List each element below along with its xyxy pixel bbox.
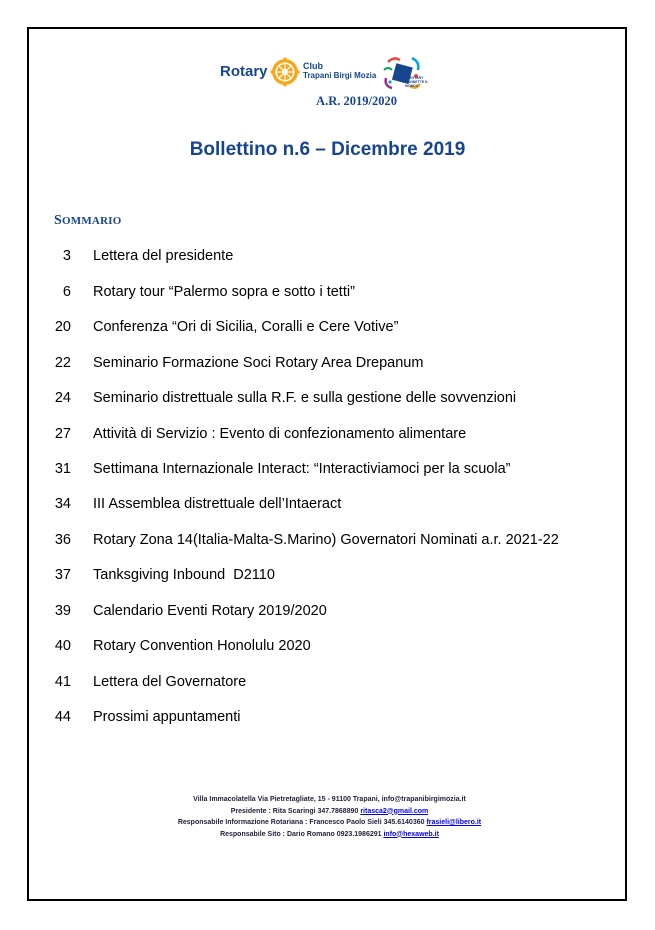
toc-item bbox=[0, 638, 655, 662]
toc-page-number: 34 bbox=[54, 496, 71, 512]
toc-entry-title: Rotary tour “Palermo sopra e sotto i tetti” bbox=[93, 284, 355, 300]
toc-page-number: 37 bbox=[54, 567, 71, 583]
toc-item bbox=[0, 319, 655, 343]
bulletin-title: Bollettino n.6 – Dicembre 2019 bbox=[189, 139, 466, 160]
rotary-connects-world-logo-icon bbox=[382, 52, 426, 96]
connect-caption: IL ROTARY CONNETTE IL MONDO bbox=[405, 76, 429, 88]
info-email-link[interactable]: frasieli@libero.it bbox=[426, 819, 482, 826]
toc-entry-title: Calendario Eventi Rotary 2019/2020 bbox=[93, 603, 327, 619]
toc-entry-title: Seminario Formazione Soci Rotary Area Drepanum bbox=[93, 355, 424, 371]
toc-page-number: 24 bbox=[54, 390, 71, 406]
footer-president: Presidente : Rita Scaringi 347.7868890 ritasca2@gmail.com bbox=[230, 807, 429, 815]
toc-entry-title: Lettera del presidente bbox=[93, 248, 234, 264]
toc-item bbox=[0, 390, 655, 414]
toc-page-number: 41 bbox=[54, 674, 71, 690]
toc-entry-title: Lettera del Governatore bbox=[93, 674, 247, 690]
toc-page-number: 27 bbox=[54, 426, 71, 442]
toc-item bbox=[0, 496, 655, 520]
toc-entry-title: Prossimi appuntamenti bbox=[93, 709, 241, 725]
footer-contacts bbox=[0, 794, 655, 840]
toc-item bbox=[0, 461, 655, 485]
footer-site-responsible: Responsabile Sito : Dario Romano 0923.1986291 info@hexaweb.it bbox=[220, 830, 439, 838]
toc-item bbox=[0, 355, 655, 379]
header-logos bbox=[220, 57, 450, 97]
toc-entry-title: Settimana Internazionale Interact: “Interactiviamoci per la scuola” bbox=[93, 461, 511, 477]
toc-entry-title: III Assemblea distrettuale dell’Intaeract bbox=[93, 496, 342, 512]
rotary-wheel-icon bbox=[270, 57, 300, 87]
footer-info-responsible: Responsabile Informazione Rotariana : Francesco Paolo Sieli 345.6140360 frasieli@libero.it bbox=[177, 819, 482, 826]
footer-address: Villa Immacolatella Via Pietretagliate, 15 - 91100 Trapani, info@trapanibirgimozia.it bbox=[193, 796, 466, 803]
toc-page-number: 3 bbox=[62, 248, 71, 264]
site-email-link[interactable]: info@hexaweb.it bbox=[383, 830, 439, 838]
toc-entry-title: Rotary Convention Honolulu 2020 bbox=[93, 638, 311, 654]
toc-item bbox=[0, 248, 655, 272]
toc-page-number: 44 bbox=[54, 709, 71, 725]
toc-page-number: 22 bbox=[54, 355, 71, 371]
summary-heading: SOMMARIO bbox=[54, 213, 122, 228]
toc-item bbox=[0, 709, 655, 733]
toc-page-number: 20 bbox=[54, 319, 71, 335]
toc-item bbox=[0, 567, 655, 591]
toc-page-number: 39 bbox=[54, 603, 71, 619]
toc-item bbox=[0, 284, 655, 308]
toc-page-number: 40 bbox=[54, 638, 71, 654]
toc-item bbox=[0, 603, 655, 627]
toc-entry-title: Seminario distrettuale sulla R.F. e sulla gestione delle sovvenzioni bbox=[93, 390, 517, 406]
toc-entry-title: Attività di Servizio : Evento di confezionamento alimentare bbox=[93, 426, 467, 442]
toc-page-number: 6 bbox=[62, 284, 71, 300]
toc-page-number: 36 bbox=[54, 532, 71, 548]
toc-entry-title: Tanksgiving Inbound D2110 bbox=[93, 567, 275, 583]
rotary-year: A.R. 2019/2020 bbox=[316, 94, 397, 108]
toc-item bbox=[0, 532, 655, 556]
toc-entry-title: Conferenza “Ori di Sicilia, Coralli e Cere Votive” bbox=[93, 319, 399, 335]
toc-item bbox=[0, 426, 655, 450]
toc-entry-title: Rotary Zona 14(Italia-Malta-S.Marino) Governatori Nominati a.r. 2021-22 bbox=[93, 532, 559, 548]
president-email-link[interactable]: ritasca2@gmail.com bbox=[360, 807, 429, 815]
toc-item bbox=[0, 674, 655, 698]
rotary-wordmark: Rotary bbox=[220, 63, 268, 80]
toc-page-number: 31 bbox=[54, 461, 71, 477]
club-name: Club Trapani Birgi Mozia bbox=[303, 61, 377, 80]
